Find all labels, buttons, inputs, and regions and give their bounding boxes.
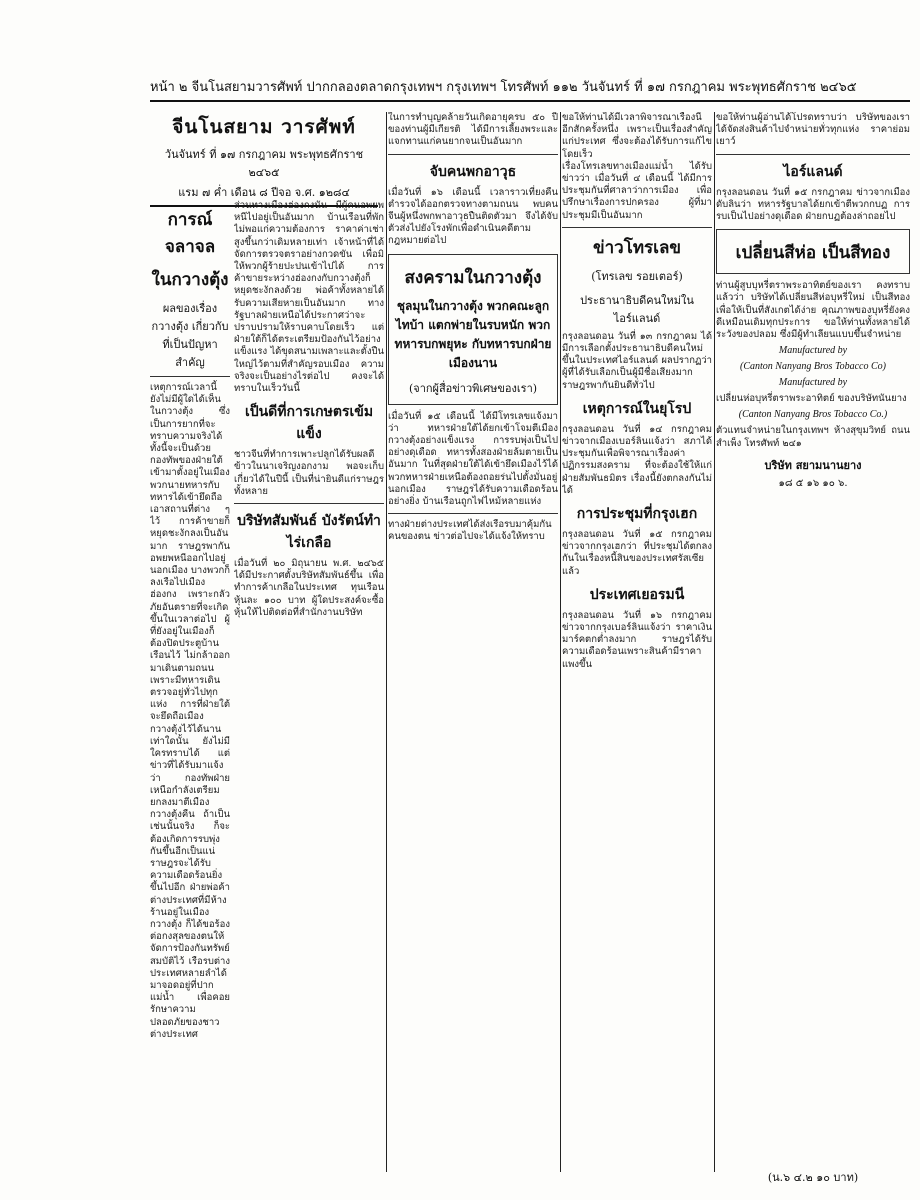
headline: ไอร์แลนด์ — [783, 163, 843, 180]
headline: จับคนพกอาวุธ — [429, 163, 517, 180]
ad-latin-text: Manufactured by — [778, 345, 848, 357]
article-body: ในการทำบุญคล้ายวันเกิดอายุครบ ๕๐ ปี ของท่านผู้มีเกียรติ ได้มีการเลี้ยงพระและแจกทานแก่คนยากจนเป็นอันมาก — [388, 112, 558, 148]
ad-body: เปลี่ยนห่อบุหรี่ตราพระอาทิตย์ ของบริษัทนันยาง — [716, 393, 907, 405]
column-5 — [716, 112, 910, 1192]
divider — [388, 154, 558, 155]
article-body: กรุงลอนดอน วันที่ ๑๔ กรกฎาคม ข่าวจากเมืองเบอร์ลินแจ้งว่า สภาได้ประชุมกันเพื่อพิจารณาเรื่องค่าปฏิกรรมสงคราม ที่จะต้องใช้ให้แก่ฝ่ายสัมพันธมิตร เรื่องนี้ยังตกลงกันไม่ได้ — [562, 423, 712, 496]
column-3 — [388, 112, 558, 1192]
article-body: เมื่อวันที่ ๒๐ มิถุนายน พ.ศ. ๒๔๖๕ ได้มีประกาศตั้งบริษัทสัมพันธ์ขึ้น เพื่อทำการค้าเกลือในประเทศ ทุนเรือนหุ้นละ ๑๐๐ บาท ผู้ใดประสงค์จะซื้อหุ้นให้ไปติดต่อที่สำนักงานบริษัท — [234, 558, 384, 618]
article-body: ทางฝ่ายต่างประเทศได้ส่งเรือรบมาคุ้มกันคนของตน ข่าวต่อไปจะได้แจ้งให้ทราบ — [388, 519, 552, 543]
divider — [150, 376, 230, 377]
article-body: ส่วนทางเมืองฮ่องกงนั้น มีผู้คนอพยพหนีไปอยู่เป็นอันมาก บ้านเรือนที่พักไม่พอแก่ความต้องการ ราคาค่าเช่าสูงขึ้นกว่าเดิมหลายเท่า เจ้าหน้าที่ได้จัดการตรวจตราอย่างกวดขัน เพื่อมิให้พวกผู้ร้ายปะปนเข้าไปได้ การค้าขายระหว่างฮ่องกงกับกวางตุ้งก็หยุดชะงักลงด้วย พ่อค้าทั้งหลายได้รับความเสียหายเป็นอันมาก ทางรัฐบาลฝ่ายเหนือได้ประกาศว่าจะปราบปรามให้ราบคาบโดยเร็ว แต่ฝ่ายใต้ก็ได้ตระเตรียมป้องกันไว้อย่างแข็งแรง ได้ขุดสนามเพลาะและตั้งปืนใหญ่ไว้ตามที่สำคัญรอบเมือง ความจริงจะเป็นอย่างไรต่อไป คงจะได้ทราบในเร็ววันนี้ — [234, 200, 384, 395]
headline: การณ์จลาจล — [164, 210, 216, 257]
ad-signature: บริษัท สยามนานยาง — [764, 458, 862, 472]
boxed-headline — [388, 254, 558, 405]
article-body: กรุงลอนดอน วันที่ ๑๖ กรกฎาคม ข่าวจากกรุงเบอร์ลินแจ้งว่า ราคาเงินมาร์คตกต่ำลงมาก ราษฎรได้รับความเดือดร้อนเพราะสินค้ามีราคาแพงขึ้น — [562, 609, 712, 670]
article-body: กรุงลอนดอน วันที่ ๑๕ กรกฎาคม ข่าวจากเมืองดับลินว่า ทหารรัฐบาลได้ยกเข้าตีพวกกบฏ การรบเป็นไปอย่างดุเดือด ฝ่ายกบฏต้องล่าถอยไป — [716, 186, 910, 223]
article-body: กรุงลอนดอน วันที่ ๑๓ กรกฎาคม ได้มีการเลือกตั้งประธานาธิบดีคนใหม่ขึ้นในประเทศไอร์แลนด์ ผลปรากฏว่าผู้ที่ได้รับเลือกเป็นผู้มีชื่อเสียงมาก ราษฎรพากันยินดีทั่วไป — [562, 330, 712, 391]
divider — [716, 154, 910, 155]
ad-latin-text: Manufactured by — [778, 377, 848, 389]
article-body: กรุงลอนดอน วันที่ ๑๕ กรกฎาคม ข่าวจากกรุงเฮกว่า ที่ประชุมได้ตกลงกันในเรื่องหนี้สินของประเทศรัสเซียแล้ว — [562, 529, 712, 577]
column-rule — [386, 112, 387, 1172]
ad-latin-text: (Canton Nanyang Bros Tobacco Co) — [740, 361, 886, 373]
article-body: ขอให้ท่านได้มีเวลาพิจารณาเรื่องนี้อีกสักครั้งหนึ่ง เพราะเป็นเรื่องสำคัญแก่ประเทศ ซึ่งจะต้องได้รับการแก้ไขโดยเร็ว — [562, 112, 712, 160]
subheadline: (โทรเลข รอยเตอร์) — [591, 269, 683, 283]
headline: ประเทศเยอรมนี — [589, 586, 685, 603]
masthead-subline: แรม ๗ ค่ำ เดือน ๘ ปีจอ จ.ศ. ๑๒๘๔ — [178, 186, 350, 199]
ad-latin-text: (Canton Nanyang Bros Tobacco Co.) — [738, 409, 888, 421]
advertisement-box — [716, 229, 910, 274]
ad-signature-sub: ๑๘ ๕ ๑๖ ๑๐ ๖. — [778, 477, 848, 489]
column-2 — [234, 200, 384, 1160]
column-1-article — [150, 200, 230, 1160]
ad-body: ตัวแทนจำหน่ายในกรุงเทพฯ ห้างสุขุมวิทย์ ถนนสำเพ็ง โทรศัพท์ ๒๔๑ — [716, 425, 910, 449]
subheadline: ผลของเรื่องกวางตุ้ง เกี่ยวกับ ที่เป็นปัญหาสำคัญ — [151, 302, 229, 369]
headline: บริษัทสัมพันธ์ บังรัตน์ทำไร่เกลือ — [237, 513, 381, 552]
article-body: เหตุการณ์เวลานี้ ยังไม่มีผู้ใดได้เห็นในกวางตุ้ง ซึ่งเป็นการยากที่จะทราบความจริงได้ ทั้งนี้จะเป็นด้วยกองทัพของฝ่ายใต้เข้ามาตั้งอยู่ในเมือง พวกนายทหารกับทหารได้เข้ายึดถือเอาสถานที่ต่าง ๆ ไว้ การค้าขายก็หยุดชะงักลงเป็นอันมาก ราษฎรพากันอพยพหนีออกไปอยู่นอกเมือง บางพวกก็ลงเรือไปเมืองฮ่องกง เพราะกลัวภัยอันตรายที่จะเกิดขึ้นในเวลาต่อไป ผู้ที่ยังอยู่ในเมืองก็ต้องปิดประตูบ้านเรือนไว้ ไม่กล้าออกมาเดินตามถนน เพราะมีทหารเดินตรวจอยู่ทั่วไปทุกแห่ง การที่ฝ่ายใต้จะยึดถือเมืองกวางตุ้งไว้ได้นานเท่าใดนั้น ยังไม่มีใครทราบได้ แต่ข่าวที่ได้รับมาแจ้งว่า กองทัพฝ่ายเหนือกำลังเตรียมยกลงมาตีเมืองกวางตุ้งคืน ถ้าเป็นเช่นนั้นจริง ก็จะต้องเกิดการรบพุ่งกันขึ้นอีกเป็นแน่ ราษฎรจะได้รับความเดือดร้อนยิ่งขึ้นไปอีก ฝ่ายพ่อค้าต่างประเทศที่มีห้างร้านอยู่ในเมืองกวางตุ้ง ก็ได้ขอร้องต่อกงสุลของตนให้จัดการป้องกันทรัพย์สมบัติไว้ เรือรบต่างประเทศหลายลำได้มาจอดอยู่ที่ปากแม่น้ำ เพื่อคอยรักษาความปลอดภัยของชาวต่างประเทศ — [150, 382, 230, 1040]
headline: สงครามในกวางตุ้ง — [404, 267, 542, 288]
headline: การประชุมที่กรุงเฮก — [576, 506, 698, 523]
masthead-dateline: วันจันทร์ ที่ ๑๗ กรกฎาคม พระพุทธศักราช ๒๔๖๕ — [164, 148, 364, 179]
headline: ในกวางตุ้ง — [151, 270, 229, 290]
article-body: ชาวจีนที่ทำการเพาะปลูกได้รับผลดี ข้าวในนาเจริญงอกงาม พอจะเก็บเกี่ยวได้ในปีนี้ เป็นที่น่ายินดีแก่ราษฎรทั้งหลาย — [234, 449, 384, 497]
running-header: หน้า ๒ จีนโนสยามวารศัพท์ ปากกลองตลาดกรุงเทพฯ กรุงเทพฯ โทรศัพท์ ๑๑๒ วันจันทร์ ที่ ๑๗ กรกฎาคม พระพุทธศักราช ๒๔๖๕ — [150, 76, 910, 102]
subheadline: ชุลมุนในกวางตุ้ง พวกคณะลูกไทบ้า แตกพ่ายในรบหนัก พวกทหารบกพยุหะ กับทหารบกฝ่ายเมืองนาน — [394, 298, 552, 370]
headline: เหตุการณ์ในยุโรป — [582, 400, 692, 417]
article-body: เมื่อวันที่ ๑๕ เดือนนี้ ได้มีโทรเลขแจ้งมาว่า ทหารฝ่ายใต้ได้ยกเข้าโจมตีเมืองกวางตุ้งอย่างแข็งแรง การรบพุ่งเป็นไปอย่างดุเดือด ทหารทั้งสองฝ่ายล้มตายเป็นอันมาก ในที่สุดฝ่ายใต้ได้เข้ายึดเมืองไว้ได้ พวกทหารฝ่ายเหนือต้องถอยร่นไปตั้งมั่นอยู่นอกเมือง ราษฎรได้รับความเดือดร้อนอย่างยิ่ง บ้านเรือนถูกไฟไหม้หลายแห่ง — [388, 410, 558, 508]
divider — [562, 227, 712, 228]
masthead — [150, 112, 378, 207]
article-body: เรื่องโทรเลขทางเมืองแม่น้ำ ได้รับข่าวว่า เมื่อวันที่ ๔ เดือนนี้ ได้มีการประชุมกันที่ศาลาว่าการเมือง เพื่อปรึกษาเรื่องการปกครอง ผู้ที่มาประชุมมีเป็นอันมาก — [562, 160, 712, 221]
headline: เป็นดีที่การเกษตรเข้มแข็ง — [244, 404, 374, 443]
ad-body: ท่านผู้สูบบุหรี่ตราพระอาทิตย์ของเรา คงทราบแล้วว่า บริษัทได้เปลี่ยนสีห่อบุหรี่ใหม่ เป็นสีทอง เพื่อให้เป็นที่สังเกตได้ง่าย คุณภาพของบุหรี่ยังคงดีเหมือนเดิมทุกประการ ขอให้ท่านทั้งหลายได้ระวังของปลอม ซึ่งมีผู้ทำเลียนแบบขึ้นจำหน่าย — [716, 280, 910, 341]
column-4 — [562, 112, 712, 1192]
ad-headline: เปลี่ยนสีห่อ เป็นสีทอง — [735, 243, 891, 264]
divider — [388, 513, 558, 514]
corner-note: (น.๖ ๔.๒ ๑๐ บาท) — [767, 1171, 859, 1184]
column-rule — [714, 112, 715, 1172]
headline: ข่าวโทรเลข — [592, 237, 682, 258]
byline: (จากผู้สื่อข่าวพิเศษของเรา) — [408, 381, 538, 395]
masthead-title: จีนโนสยาม วารศัพท์ — [172, 116, 356, 138]
article-body: เมื่อวันที่ ๑๖ เดือนนี้ เวลาราวเที่ยงคืน ตำรวจได้ออกตรวจทางตามถนน พบคนจีนผู้หนึ่งพกพาอาวุธปืนติดตัวมา จึงได้จับตัวส่งไปยังโรงพักเพื่อดำเนินคดีตามกฎหมายต่อไป — [388, 186, 558, 247]
article-body: ขอให้ท่านผู้อ่านได้โปรดทราบว่า บริษัทของเราได้จัดส่งสินค้าไปจำหน่ายทั่วทุกแห่ง ราคาย่อมเยาว์ — [716, 112, 910, 148]
subheadline: ประธานาธิบดีคนใหม่ในไอร์แลนด์ — [580, 293, 694, 325]
column-rule — [560, 112, 561, 1172]
divider — [234, 503, 384, 504]
